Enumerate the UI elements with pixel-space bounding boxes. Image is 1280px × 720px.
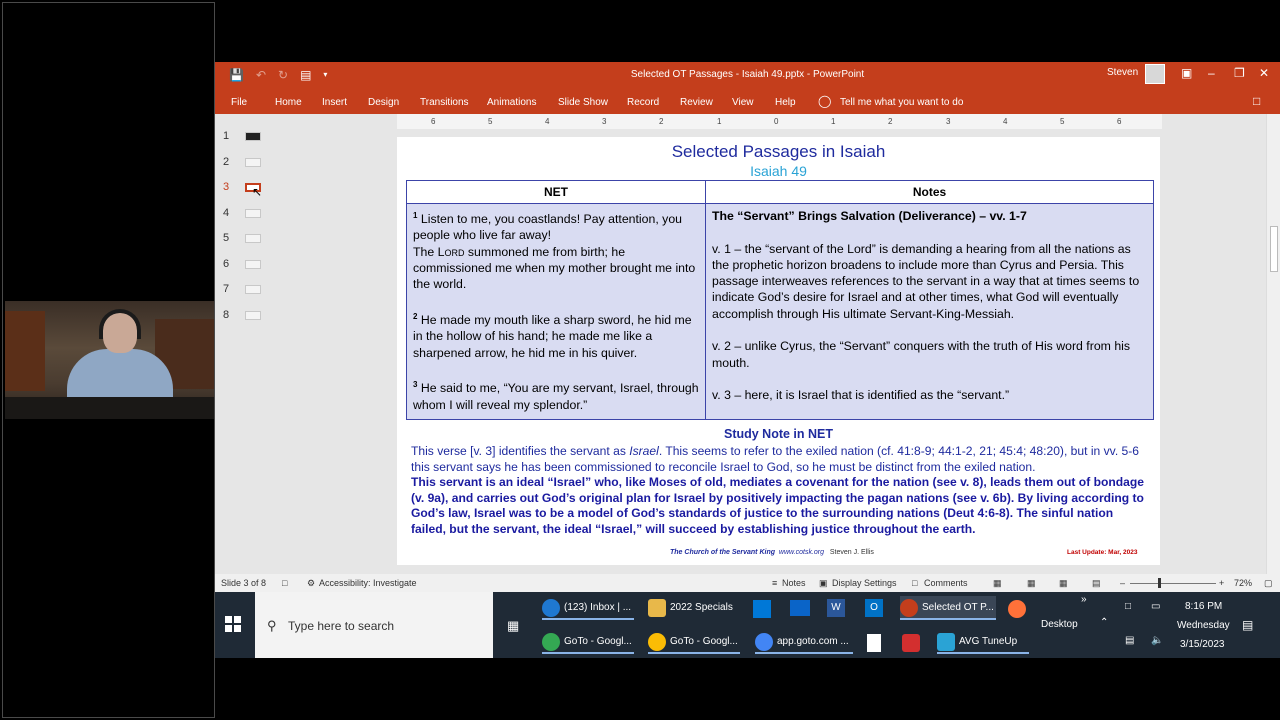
search-icon: ⚲ xyxy=(267,618,277,633)
taskbar-app-goto[interactable]: app.goto.com ... xyxy=(755,630,853,654)
passage-table xyxy=(406,180,1154,420)
firefox-icon[interactable] xyxy=(1008,600,1026,618)
notes-button[interactable]: Notes xyxy=(782,578,806,588)
zoom-slider[interactable] xyxy=(1130,583,1216,584)
word-icon[interactable]: W xyxy=(827,599,845,617)
notes-icon[interactable]: ≡ xyxy=(772,578,778,588)
status-bar xyxy=(215,574,1280,592)
slide-sorter-icon[interactable]: ▦ xyxy=(1027,578,1036,588)
store-icon[interactable] xyxy=(753,600,771,618)
clock-day[interactable]: Wednesday xyxy=(1177,620,1230,631)
tab-design[interactable]: Design xyxy=(368,97,400,108)
lightbulb-icon: ◯ xyxy=(818,94,832,108)
comments-status-icon[interactable]: □ xyxy=(912,578,918,588)
red-app-icon[interactable] xyxy=(902,634,920,652)
taskbar-search[interactable]: ⚲ Type here to search xyxy=(255,592,493,658)
webcam-feed xyxy=(5,301,214,419)
thumbnail-8[interactable]: 8 xyxy=(223,305,273,325)
close-icon[interactable]: ✕ xyxy=(1259,66,1270,80)
thumbnail-6[interactable]: 6 xyxy=(223,254,273,274)
accessibility-status[interactable]: Accessibility: Investigate xyxy=(319,578,417,588)
thumbnail-4[interactable]: 4 xyxy=(223,203,273,223)
save-icon[interactable]: 💾 xyxy=(229,68,244,82)
tray-chevron-icon[interactable]: ⌃ xyxy=(1100,617,1109,628)
taskbar-powerpoint[interactable]: Selected OT P... xyxy=(900,596,996,620)
tab-file[interactable]: File xyxy=(231,97,248,108)
slide-title: Selected Passages in Isaiah xyxy=(671,142,886,161)
undo-icon[interactable]: ↶ xyxy=(255,68,267,82)
taskbar-folder[interactable]: 2022 Specials xyxy=(648,596,748,620)
ribbon-display-icon[interactable]: ▣ xyxy=(1181,66,1193,80)
normal-view-icon[interactable]: ▦ xyxy=(993,578,1002,588)
file-icon[interactable] xyxy=(867,634,881,652)
column-header-net: NET xyxy=(407,181,706,204)
comments-icon[interactable]: □ xyxy=(1253,94,1261,108)
column-header-notes: Notes xyxy=(706,181,1153,204)
mail-icon[interactable] xyxy=(790,600,810,616)
horizontal-ruler: 6 5 4 3 2 1 0 1 2 3 4 5 6 xyxy=(397,114,1162,129)
document-title: Selected OT Passages - Isaiah 49.pptx - PowerPoint xyxy=(630,69,865,80)
zoom-slider-handle[interactable] xyxy=(1158,578,1161,588)
volume-icon[interactable]: 🔈 xyxy=(1151,635,1164,646)
notifications-icon[interactable]: ▤ xyxy=(1242,618,1254,632)
clock-date[interactable]: 3/15/2023 xyxy=(1180,639,1225,650)
tab-transitions[interactable]: Transitions xyxy=(420,97,469,108)
battery-icon[interactable]: ▭ xyxy=(1151,601,1161,612)
network-icon[interactable]: ▤ xyxy=(1125,635,1135,646)
slide-footer-right: Last Update: Mar, 2023 xyxy=(1067,549,1138,556)
slide-footer-left: The Church of the Servant King www.cotsk.org Steven J. Ellis xyxy=(670,549,874,556)
slide-subtitle: Isaiah 49 xyxy=(750,163,807,179)
task-view-icon[interactable]: ▦ xyxy=(507,618,520,633)
net-text-cell: $^1$ Listen to me, you coastlands! Pay attention, you people who live far away! The Lord summoned me from birth; he commissioned me when my mother brought me into the world. $^2$ He made my mouth like a sharp sword, he hid me in the hollow of his hand; he made me like a sharpened arrow, he hid me in his quiver. $^3$ He said to me, “You are my servant, Israel, through whom I will reveal my splendor.” xyxy=(407,204,706,419)
taskbar-edge-inbox[interactable]: (123) Inbox | ... xyxy=(542,596,634,620)
display-settings-icon[interactable]: ▣ xyxy=(819,578,828,588)
thumbnail-3[interactable]: 3 xyxy=(223,177,273,197)
vertical-scrollbar[interactable] xyxy=(1266,114,1280,574)
slide-thumbnails xyxy=(215,114,278,574)
present-icon[interactable]: ▤ xyxy=(300,68,312,82)
accessibility-icon[interactable]: ⚙ xyxy=(307,578,316,588)
powerpoint-window xyxy=(215,62,1280,592)
comments-button[interactable]: Comments xyxy=(924,578,968,588)
tab-record[interactable]: Record xyxy=(627,97,660,108)
mouse-cursor-icon: ↖ xyxy=(252,185,263,199)
thumbnail-7[interactable]: 7 xyxy=(223,279,273,299)
title-bar xyxy=(215,62,1280,89)
taskbar-goto-2[interactable]: GoTo - Googl... xyxy=(648,630,740,654)
study-note-heading: Study Note in NET xyxy=(723,427,834,441)
usb-icon[interactable]: □ xyxy=(1125,601,1132,612)
outlook-icon[interactable]: O xyxy=(865,599,883,617)
windows-start-icon[interactable] xyxy=(225,616,241,632)
clock-time[interactable]: 8:16 PM xyxy=(1185,601,1223,612)
study-note-body: This verse [v. 3] identifies the servant as Israel. This seems to refer to the exiled nation (cf. 41:8-9; 44:1-2, 21; 45:4; 48:20), but in vv. 5-6 this servant says he has been commissioned to reconcile Israel to God, so he must be distinct from the exiled nation. This servant is an ideal “Israel” who, like Moses of old, mediates a covenant for the nation (see v. 8), leads them out of bondage (v. 9a), and carries out God’s original plan for Israel by positively impacting the pagan nations (see v. 6b). By living according to God’s law, Israel was to be a model of God’s standards of justice to the surrounding nations (Deut 4:6-8). The sinful nation failed, but the servant, the ideal “Israel,” will succeed by establishing justice throughout the earth. xyxy=(411,444,1144,536)
tab-insert[interactable]: Insert xyxy=(322,97,348,108)
taskbar-avg-tuneup[interactable]: AVG TuneUp xyxy=(937,630,1029,654)
minimize-icon[interactable]: – xyxy=(1208,66,1215,80)
windows-taskbar xyxy=(215,592,1280,658)
desktop-toolbar[interactable]: Desktop xyxy=(1041,619,1078,630)
overflow-chevron-icon[interactable]: » xyxy=(1081,594,1087,605)
tab-animations[interactable]: Animations xyxy=(487,97,537,108)
zoom-in-icon[interactable]: + xyxy=(1219,578,1225,588)
tab-help[interactable]: Help xyxy=(775,97,796,108)
slide[interactable] xyxy=(397,137,1160,565)
ribbon-tabs xyxy=(215,89,1280,114)
tab-review[interactable]: Review xyxy=(680,97,713,108)
thumbnail-2[interactable]: 2 xyxy=(223,152,273,172)
avatar[interactable] xyxy=(1145,64,1165,84)
user-name[interactable]: Steven xyxy=(1107,67,1139,78)
headset-icon xyxy=(99,309,141,339)
notes-text-cell: The “Servant” Brings Salvation (Deliverance) – vv. 1-7 v. 1 – the “servant of the Lord” is demanding a hearing from all the nations as the prophetic horizon broadens to include more than Cyrus and Persia. This passage interweaves references to the servant in a way that at times seems to indicate God’s desire for Israel and at other times, what God will eventually accomplish through His ultimate Servant-King-Messiah. v. 2 – unlike Cyrus, the “Servant” conquers with the truth of His word from his mouth. v. 3 – here, it is Israel that is identified as the “servant.” xyxy=(706,204,1153,419)
fit-slide-icon[interactable]: ▢ xyxy=(1264,578,1273,588)
redo-icon[interactable]: ↻ xyxy=(278,68,289,82)
thumbnail-1[interactable]: 1 xyxy=(223,126,273,146)
slideshow-icon[interactable]: ▤ xyxy=(1092,578,1101,588)
reading-view-icon[interactable]: ▦ xyxy=(1059,578,1068,588)
thumbnail-5[interactable]: 5 xyxy=(223,228,273,248)
restore-icon[interactable]: ❐ xyxy=(1234,66,1245,80)
display-settings-button[interactable]: Display Settings xyxy=(832,578,897,588)
customize-icon[interactable]: ▾ xyxy=(323,70,328,79)
tab-slide-show[interactable]: Slide Show xyxy=(558,97,609,108)
tab-view[interactable]: View xyxy=(732,97,754,108)
spellcheck-icon[interactable]: □ xyxy=(282,578,288,588)
video-panel xyxy=(2,2,215,718)
tab-home[interactable]: Home xyxy=(275,97,302,108)
taskbar-goto-1[interactable]: GoTo - Googl... xyxy=(542,630,634,654)
vertical-ruler xyxy=(278,137,290,567)
zoom-level[interactable]: 72% xyxy=(1234,578,1253,588)
zoom-out-icon[interactable]: – xyxy=(1120,578,1126,588)
tell-me-search[interactable]: Tell me what you want to do xyxy=(840,97,964,108)
slide-counter: Slide 3 of 8 xyxy=(221,578,267,588)
